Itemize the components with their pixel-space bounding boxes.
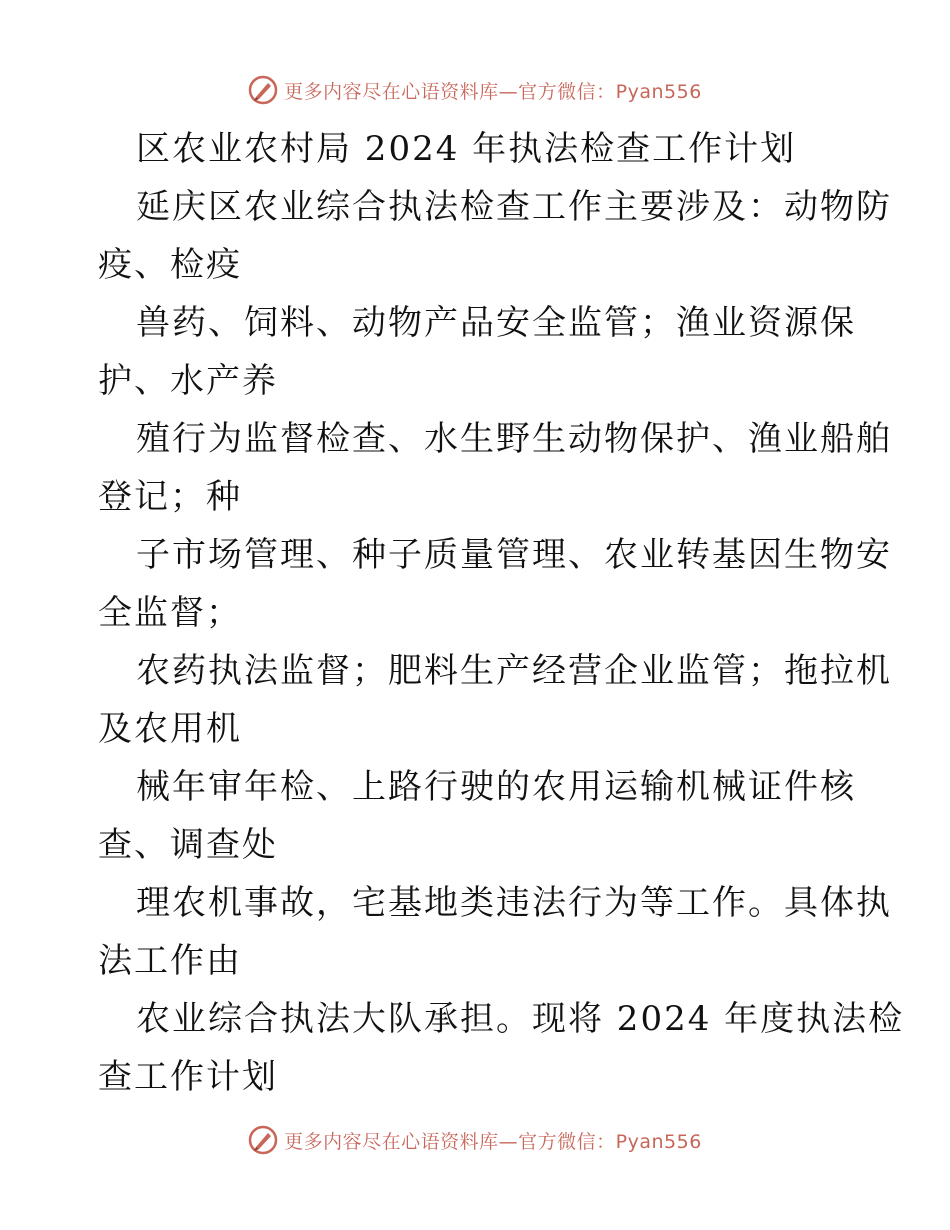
paragraph-line: 兽药、饲料、动物产品安全监管；渔业资源保 xyxy=(136,303,856,343)
paragraph-line: 农药执法监督；肥料生产经营企业监管；拖拉机 xyxy=(136,651,892,691)
footer-watermark xyxy=(0,1120,950,1160)
paragraph-line: 理农机事故，宅基地类违法行为等工作。具体执 xyxy=(136,883,892,923)
paragraph-line: 殖行为监督检查、水生野生动物保护、渔业船舶 xyxy=(136,419,892,459)
document-title: 区农业农村局 2024 年执法检查工作计划 xyxy=(136,129,797,169)
paragraph-line: 登记；种 xyxy=(98,477,242,517)
pen-logo-icon xyxy=(248,75,278,105)
paragraph-line: 及农用机 xyxy=(98,709,242,749)
paragraph-line: 疫、检疫 xyxy=(98,245,242,285)
pen-logo-icon xyxy=(248,1125,278,1155)
paragraph-line: 护、水产养 xyxy=(98,361,278,401)
paragraph-line: 延庆区农业综合执法检查工作主要涉及：动物防 xyxy=(136,187,892,227)
paragraph-line: 查、调查处 xyxy=(98,825,278,865)
paragraph-line: 械年审年检、上路行驶的农用运输机械证件核 xyxy=(136,767,856,807)
paragraph-line: 子市场管理、种子质量管理、农业转基因生物安 xyxy=(136,535,892,575)
paragraph-line: 法工作由 xyxy=(98,941,242,981)
paragraph-line: 查工作计划 xyxy=(98,1057,278,1097)
paragraph-line: 全监督； xyxy=(98,593,242,633)
paragraph-line: 农业综合执法大队承担。现将 2024 年度执法检 xyxy=(136,999,905,1039)
header-watermark-text: 更多内容尽在心语资料库—官方微信：Pyan556 xyxy=(284,80,702,103)
footer-watermark-text: 更多内容尽在心语资料库—官方微信：Pyan556 xyxy=(284,1130,702,1153)
header-watermark xyxy=(0,70,950,110)
